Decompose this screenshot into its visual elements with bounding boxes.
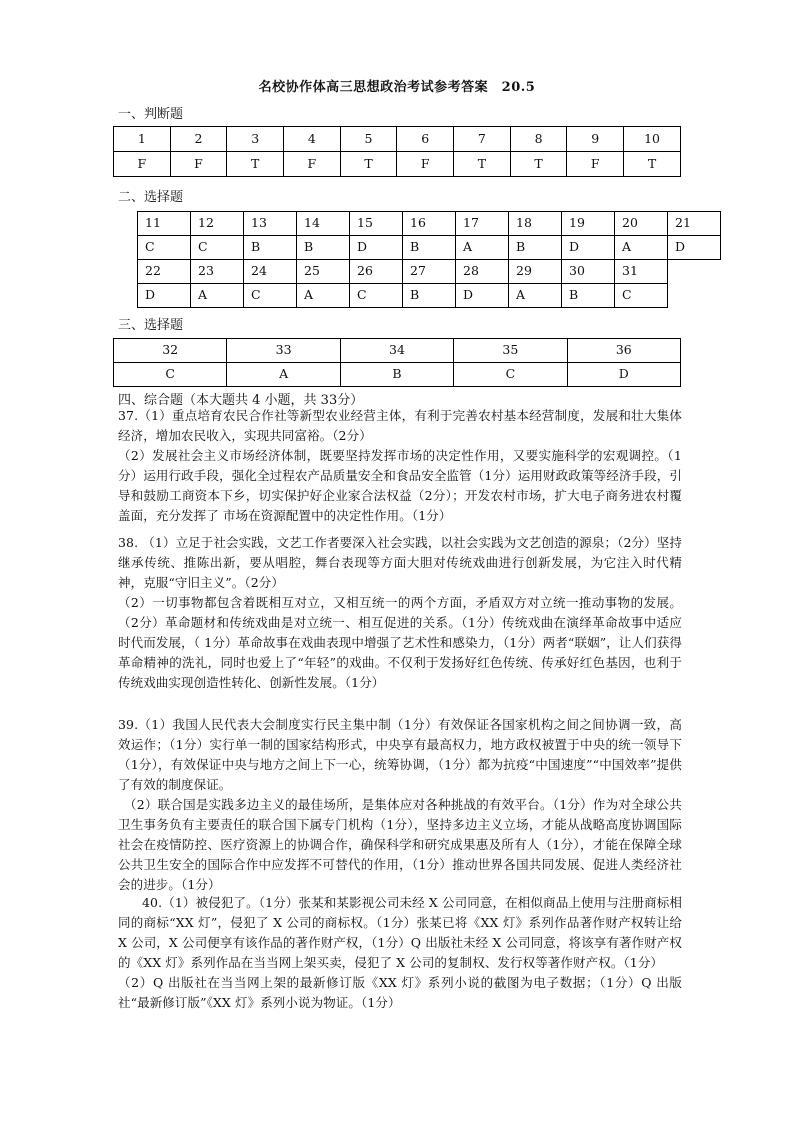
table-cell: 20 bbox=[615, 212, 668, 236]
table-cell: C bbox=[454, 363, 567, 387]
table-cell: 36 bbox=[567, 339, 680, 363]
table-cell: A bbox=[456, 236, 509, 260]
table-cell: 33 bbox=[227, 339, 340, 363]
choice-table-1 bbox=[137, 211, 721, 308]
table-cell: T bbox=[454, 152, 511, 177]
table-cell: A bbox=[191, 284, 244, 308]
table-cell: A bbox=[615, 236, 668, 260]
answer-40-part1: 40.（1）被侵犯了。（1分）张某和某影视公司未经 X 公司同意，在相似商品上使用与注册商标相同的商标“XX 灯”，侵犯了 X 公司的商标权。（1分）张某已将《XX 灯》系列作品著作财产权转让给 X 公司，X 公司便享有该作品的著作财产权，（1分）Q 出版社未经 X 公司同意，将该享有著作财产权的《XX 灯》系列作品在当当网上架买卖，侵犯了 X 公司的复制权、发行权等著作财产权。（1分） bbox=[118, 895, 682, 970]
table-cell: D bbox=[567, 363, 680, 387]
table-cell: A bbox=[297, 284, 350, 308]
section4-heading: 四、综合题（本大题共 4 小题，共 33分） bbox=[118, 393, 364, 408]
table-cell: T bbox=[227, 152, 284, 177]
table-cell: T bbox=[624, 152, 681, 177]
table-cell: 2 bbox=[170, 127, 227, 152]
choice-table-2 bbox=[113, 338, 681, 387]
table-cell: 24 bbox=[244, 260, 297, 284]
table-cell: A bbox=[227, 363, 340, 387]
table-cell: F bbox=[567, 152, 624, 177]
table-cell: 25 bbox=[297, 260, 350, 284]
answer-39-part2: （2）联合国是实践多边主义的最佳场所，是集体应对各种挑战的有效平台。（1分）作为对全球公共卫生事务负有主要责任的联合国下属专门机构（1分），坚持多边主义立场，才能从战略高度协调国际社会在疫情防控、医疗资源上的协调合作，确保科学和研究成果惠及所有人（1分），才能在保障全球公共卫生安全的国际合作中应发挥不可替代的作用，（1分）推动世界各国共同发展、促进人类经济社会的进步。（1分） bbox=[118, 797, 682, 892]
table-cell: 17 bbox=[456, 212, 509, 236]
empty-cell bbox=[668, 260, 721, 284]
choice-answer-row bbox=[114, 363, 681, 387]
table-cell: 12 bbox=[191, 212, 244, 236]
table-cell: C bbox=[615, 284, 668, 308]
table-cell: D bbox=[668, 236, 721, 260]
table-cell: D bbox=[138, 284, 191, 308]
table-cell: B bbox=[562, 284, 615, 308]
table-cell: 31 bbox=[615, 260, 668, 284]
answer-38-part2: （2）一切事物都包含着既相互对立，又相互统一的两个方面，矛盾双方对立统一推动事物的发展。（2分）革命题材和传统戏曲是对立统一、相互促进的关系。（1分）传统戏曲在演绎革命故事中适应时代而发展，（ 1分）革命故事在戏曲表现中增强了艺术性和感染力，（1分）两者“联姻”，让人们获得革命精神的洗礼，同时也爱上了“年轻”的戏曲。不仅利于发扬好红色传统、传承好红色基因，也利于传统戏曲实现创造性转化、创新性发展。（1分） bbox=[118, 595, 682, 690]
table-cell: 30 bbox=[562, 260, 615, 284]
table-cell: 23 bbox=[191, 260, 244, 284]
table-cell: F bbox=[397, 152, 454, 177]
answer-39 bbox=[118, 715, 682, 895]
table-cell: 4 bbox=[284, 127, 341, 152]
answer-39-part1: 39.（1）我国人民代表大会制度实行民主集中制（1分）有效保证各国家机构之间之间协调一致，高效运作；（1分）实行单一制的国家结构形式，中央享有最高权力，地方政权被置于中央的统一领导下（1分），有效保证中央与地方之间上下一心，统筹协调，（1分）都为抗疫“中国速度”“中国效率”提供了有效的制度保证。 bbox=[118, 717, 682, 792]
table-cell: 9 bbox=[567, 127, 624, 152]
table-cell: 3 bbox=[227, 127, 284, 152]
table-cell: 5 bbox=[340, 127, 397, 152]
section3-heading: 三、选择题 bbox=[118, 318, 184, 333]
table-cell: 8 bbox=[510, 127, 567, 152]
table-cell: B bbox=[297, 236, 350, 260]
judgment-table bbox=[113, 126, 681, 177]
table-cell: D bbox=[562, 236, 615, 260]
table-cell: B bbox=[244, 236, 297, 260]
choice-answer-row bbox=[138, 236, 721, 260]
table-cell: C bbox=[138, 236, 191, 260]
table-cell: 18 bbox=[509, 212, 562, 236]
table-cell: C bbox=[114, 363, 227, 387]
table-cell: C bbox=[350, 284, 403, 308]
table-cell: D bbox=[456, 284, 509, 308]
table-cell: B bbox=[403, 284, 456, 308]
table-cell: A bbox=[509, 284, 562, 308]
table-cell: 7 bbox=[454, 127, 511, 152]
table-cell: 6 bbox=[397, 127, 454, 152]
table-cell: B bbox=[509, 236, 562, 260]
table-cell: 26 bbox=[350, 260, 403, 284]
section2-heading: 二、选择题 bbox=[118, 190, 184, 205]
judgment-number-row bbox=[114, 127, 681, 152]
table-cell: 10 bbox=[624, 127, 681, 152]
table-cell: B bbox=[340, 363, 453, 387]
table-cell: F bbox=[114, 152, 171, 177]
table-cell: C bbox=[191, 236, 244, 260]
table-cell: D bbox=[350, 236, 403, 260]
table-cell: 21 bbox=[668, 212, 721, 236]
answer-38-part1: 38. （1）立足于社会实践，文艺工作者要深入社会实践，以社会实践为文艺创造的源泉；（2分）坚持继承传统、推陈出新，要从唱腔，舞台表现等方面大胆对传统戏曲进行创新发展，为它注入时代精神，克服“守旧主义”。（2分） bbox=[118, 535, 682, 590]
choice-answer-row bbox=[138, 284, 721, 308]
section1-heading: 一、判断题 bbox=[118, 107, 184, 122]
answer-37-part2: （2）发展社会主义市场经济体制，既要坚持发挥市场的决定性作用，又要实施科学的宏观调控。（1分）运用行政手段，强化全过程农产品质量安全和食品安全监管（1分）运用财政政策等经济手段，引导和鼓励工商资本下乡，切实保护好企业家合法权益（2分）；开发农村市场，扩大电子商务进农村覆盖面，充分发挥了 市场在资源配置中的决定性作用。（1分） bbox=[118, 448, 682, 523]
table-cell: 15 bbox=[350, 212, 403, 236]
choice-number-row bbox=[114, 339, 681, 363]
answer-37-part1: 37.（1）重点培育农民合作社等新型农业经营主体，有利于完善农村基本经营制度，发展和壮大集体经济，增加农民收入，实现共同富裕。（2分） bbox=[118, 408, 682, 443]
table-cell: 13 bbox=[244, 212, 297, 236]
table-cell: 32 bbox=[114, 339, 227, 363]
table-cell: B bbox=[403, 236, 456, 260]
table-cell: F bbox=[284, 152, 341, 177]
empty-cell bbox=[668, 284, 721, 308]
choice-number-row bbox=[138, 212, 721, 236]
table-cell: 22 bbox=[138, 260, 191, 284]
table-cell: T bbox=[340, 152, 397, 177]
table-cell: T bbox=[510, 152, 567, 177]
table-cell: 19 bbox=[562, 212, 615, 236]
page-title: 名校协作体高三思想政治考试参考答案 20.5 bbox=[258, 80, 536, 95]
table-cell: F bbox=[170, 152, 227, 177]
table-cell: C bbox=[244, 284, 297, 308]
table-cell: 35 bbox=[454, 339, 567, 363]
answer-38 bbox=[118, 533, 682, 693]
table-cell: 28 bbox=[456, 260, 509, 284]
table-cell: 34 bbox=[340, 339, 453, 363]
judgment-answer-row bbox=[114, 152, 681, 177]
table-cell: 1 bbox=[114, 127, 171, 152]
table-cell: 16 bbox=[403, 212, 456, 236]
table-cell: 14 bbox=[297, 212, 350, 236]
choice-number-row bbox=[138, 260, 721, 284]
table-cell: 11 bbox=[138, 212, 191, 236]
answer-40-part2: （2）Q 出版社在当当网上架的最新修订版《XX 灯》系列小说的截图为电子数据；（1分）Q 出版社“最新修订版”《XX 灯》系列小说为物证。（1分） bbox=[118, 975, 682, 1010]
table-cell: 27 bbox=[403, 260, 456, 284]
table-cell: 29 bbox=[509, 260, 562, 284]
answer-40 bbox=[118, 893, 682, 1013]
answer-37 bbox=[118, 406, 682, 526]
